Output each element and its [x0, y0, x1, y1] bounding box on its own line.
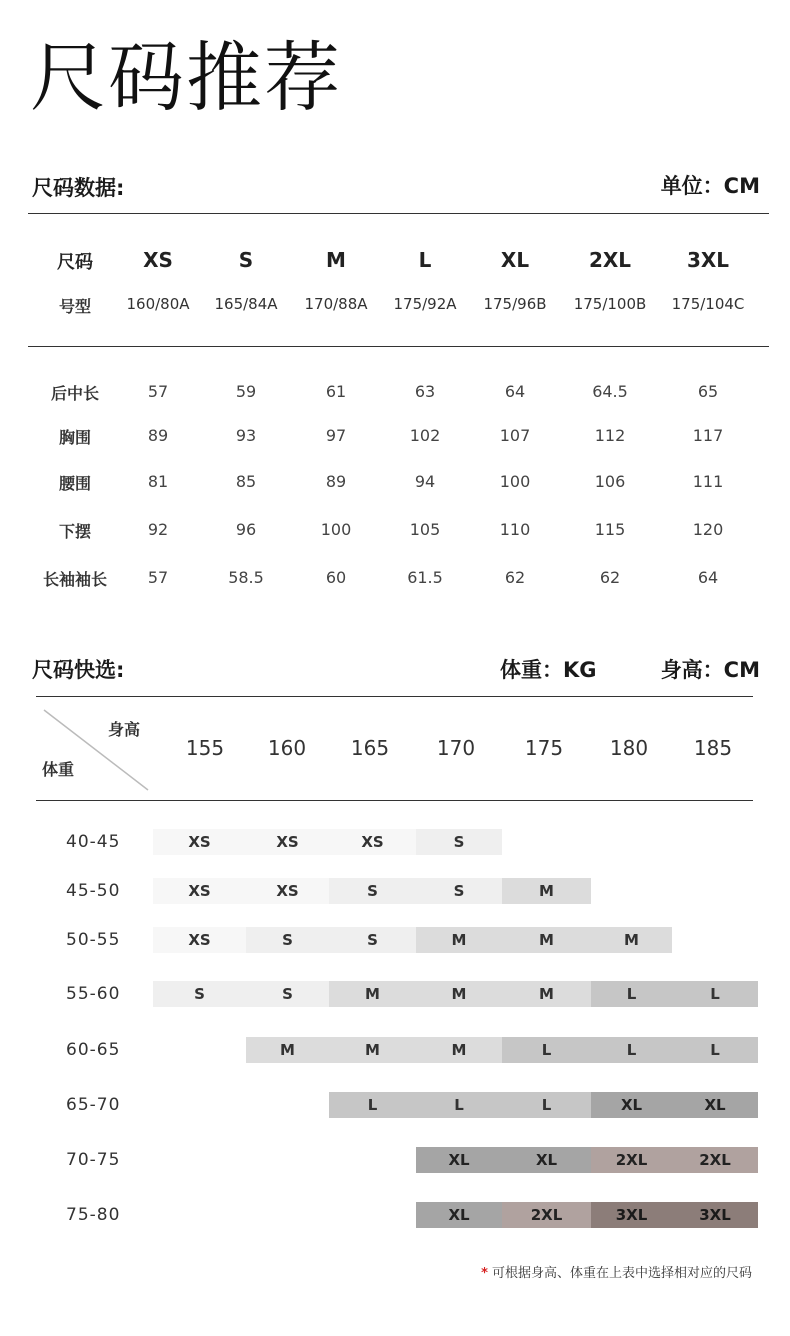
size-recommendation-cell: S: [329, 878, 416, 904]
measurement-value: 94: [414, 472, 436, 491]
size-recommendation-cell: M: [502, 981, 591, 1007]
size-recommendation-cell: XL: [502, 1147, 591, 1173]
size-recommendation-cell: L: [416, 1092, 502, 1118]
measurement-value: 64: [504, 382, 526, 401]
size-table-header-divider: [28, 346, 769, 347]
measurement-value: 57: [147, 382, 169, 401]
measurement-value: 120: [692, 520, 724, 539]
size-recommendation-cell: XL: [416, 1202, 502, 1228]
size-recommendation-cell: XS: [246, 878, 329, 904]
measurement-value: 93: [235, 426, 257, 445]
size-recommendation-cell: 3XL: [591, 1202, 672, 1228]
page-title: 尺码推荐: [30, 33, 342, 122]
measurement-value: 106: [594, 472, 626, 491]
measurement-value: 85: [235, 472, 257, 491]
height-header-175: 175: [524, 736, 564, 760]
measurement-value: 100: [499, 472, 531, 491]
measurement-value: 58.5: [228, 568, 264, 587]
measurement-value: 110: [499, 520, 531, 539]
measurement-value: 81: [147, 472, 169, 491]
quick-pick-header-divider: [36, 800, 753, 801]
weight-range-label: 75-80: [66, 1205, 121, 1225]
size-recommendation-cell: S: [416, 829, 502, 855]
size-recommendation-cell: S: [153, 981, 246, 1007]
measurement-value: 64: [697, 568, 719, 587]
weight-range-label: 65-70: [66, 1095, 121, 1115]
measurement-value: 63: [414, 382, 436, 401]
size-recommendation-cell: M: [329, 981, 416, 1007]
quick-pick-top-divider: [36, 696, 753, 697]
measurement-value: 61: [325, 382, 347, 401]
size-recommendation-cell: L: [329, 1092, 416, 1118]
height-header-160: 160: [267, 736, 307, 760]
size-recommendation-cell: 3XL: [672, 1202, 758, 1228]
corner-height-label: 身高: [108, 720, 141, 739]
model-label: 号型: [58, 297, 92, 316]
measurement-value: 62: [504, 568, 526, 587]
size-recommendation-cell: M: [502, 927, 591, 953]
size-table-top-divider: [28, 213, 769, 214]
size-header-xl: XL: [500, 248, 530, 272]
size-recommendation-cell: S: [329, 927, 416, 953]
model-value: 175/92A: [393, 295, 457, 313]
height-unit: 身高：CM: [660, 658, 760, 682]
measurement-value: 102: [409, 426, 441, 445]
measurement-row-label: 后中长: [50, 384, 100, 403]
size-recommendation-cell: M: [416, 927, 502, 953]
measurement-value: 57: [147, 568, 169, 587]
size-recommendation-cell: L: [502, 1037, 591, 1063]
size-recommendation-cell: 2XL: [672, 1147, 758, 1173]
model-value: 175/100B: [573, 295, 647, 313]
size-recommendation-cell: XL: [672, 1092, 758, 1118]
measurement-value: 60: [325, 568, 347, 587]
footnote-text: 可根据身高、体重在上表中选择相对应的尺码: [491, 1266, 752, 1281]
height-header-170: 170: [436, 736, 476, 760]
weight-range-label: 40-45: [66, 832, 121, 852]
size-recommendation-cell: XS: [153, 878, 246, 904]
measurement-value: 97: [325, 426, 347, 445]
measurement-value: 117: [692, 426, 724, 445]
measurement-value: 61.5: [407, 568, 443, 587]
footnote: [481, 1262, 752, 1281]
size-recommendation-cell: 2XL: [502, 1202, 591, 1228]
size-header-l: L: [418, 248, 432, 272]
corner-weight-label: 体重: [42, 760, 75, 779]
model-value: 175/104C: [671, 295, 745, 313]
measurement-value: 107: [499, 426, 531, 445]
weight-range-label: 60-65: [66, 1040, 121, 1060]
weight-range-label: 45-50: [66, 881, 121, 901]
model-value: 170/88A: [304, 295, 368, 313]
measurement-row-label: 下摆: [58, 522, 92, 541]
size-recommendation-cell: M: [329, 1037, 416, 1063]
size-recommendation-cell: M: [591, 927, 672, 953]
measurement-value: 59: [235, 382, 257, 401]
height-header-155: 155: [185, 736, 225, 760]
size-recommendation-cell: M: [246, 1037, 329, 1063]
size-header-2xl: 2XL: [588, 248, 632, 272]
model-value: 175/96B: [483, 295, 547, 313]
size-recommendation-cell: S: [246, 927, 329, 953]
measurement-value: 65: [697, 382, 719, 401]
size-recommendation-cell: L: [672, 1037, 758, 1063]
size-recommendation-cell: XS: [329, 829, 416, 855]
size-recommendation-cell: XL: [591, 1092, 672, 1118]
measurement-value: 64.5: [592, 382, 628, 401]
model-value: 165/84A: [214, 295, 278, 313]
height-header-180: 180: [609, 736, 649, 760]
measurement-value: 89: [325, 472, 347, 491]
measurement-value: 62: [599, 568, 621, 587]
size-data-unit: 单位：CM: [660, 174, 760, 198]
size-recommendation-cell: L: [591, 981, 672, 1007]
measurement-value: 105: [409, 520, 441, 539]
size-recommendation-cell: XS: [153, 829, 246, 855]
measurement-row-label: 腰围: [58, 474, 92, 493]
measurement-value: 111: [692, 472, 724, 491]
size-recommendation-cell: S: [416, 878, 502, 904]
footnote-star: *: [481, 1266, 488, 1281]
size-recommendation-cell: M: [416, 981, 502, 1007]
weight-unit: 体重：KG: [500, 658, 597, 682]
measurement-value: 89: [147, 426, 169, 445]
size-header-m: M: [326, 248, 346, 272]
measurement-value: 92: [147, 520, 169, 539]
model-value: 160/80A: [126, 295, 190, 313]
measurement-value: 100: [320, 520, 352, 539]
size-recommendation-cell: 2XL: [591, 1147, 672, 1173]
size-recommendation-cell: XS: [153, 927, 246, 953]
size-recommendation-cell: S: [246, 981, 329, 1007]
size-header-xs: XS: [143, 248, 173, 272]
size-recommendation-cell: L: [502, 1092, 591, 1118]
measurement-row-label: 长袖袖长: [42, 570, 108, 589]
measurement-row-label: 胸围: [58, 428, 92, 447]
size-recommendation-cell: M: [416, 1037, 502, 1063]
weight-range-label: 70-75: [66, 1150, 121, 1170]
size-header-s: S: [238, 248, 254, 272]
weight-range-label: 50-55: [66, 930, 121, 950]
size-recommendation-cell: L: [591, 1037, 672, 1063]
measurement-value: 96: [235, 520, 257, 539]
size-header-3xl: 3XL: [686, 248, 730, 272]
size-header-label: 尺码: [57, 252, 93, 273]
size-recommendation-cell: L: [672, 981, 758, 1007]
size-recommendation-cell: XL: [416, 1147, 502, 1173]
measurement-value: 112: [594, 426, 626, 445]
quick-pick-label: 尺码快选:: [32, 658, 125, 682]
size-recommendation-cell: M: [502, 878, 591, 904]
height-header-165: 165: [350, 736, 390, 760]
height-header-185: 185: [693, 736, 733, 760]
weight-range-label: 55-60: [66, 984, 121, 1004]
size-data-label: 尺码数据:: [32, 176, 125, 200]
measurement-value: 115: [594, 520, 626, 539]
size-recommendation-cell: XS: [246, 829, 329, 855]
